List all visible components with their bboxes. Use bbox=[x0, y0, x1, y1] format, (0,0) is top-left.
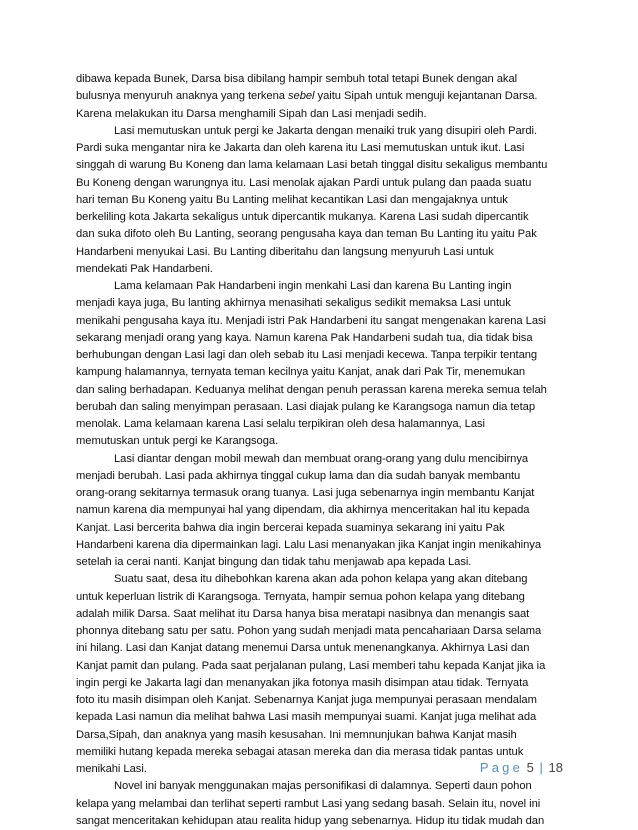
text-line: namun karena dia mempunyai hal yang dipendam, dia akhirnya menceritakan hal itu kepada bbox=[76, 504, 530, 517]
text-line: hari teman Bu Koneng yaitu Bu Lanting melihat kecantikan Lasi dan mengajaknya untuk bbox=[76, 193, 508, 206]
text-line: ini hilang. Lasi dan Kanjat datang menemui Darsa untuk menenangkanya. Akhirnya Lasi dan bbox=[76, 642, 530, 655]
text-line: dibawa kepada Bunek, Darsa bisa dibilang hampir sembuh total tetapi Bunek dengan akal bbox=[76, 73, 518, 85]
text-line: memiliki hutang kepada mereka sebagai atasan mereka dan dia merasa tidak pantas untuk bbox=[76, 745, 524, 758]
text-line: Bu Koneng dengan warungnya itu. Lasi menolak ajakan Pardi untuk pulang dan paada suatu bbox=[76, 176, 532, 189]
text-line: kepada Lasi namun dia melihat bahwa Lasi masih mempunyai suami. Kanjat juga melihat ada bbox=[76, 711, 537, 724]
text-line: untuk keperluan listrik di Karangsoga. Ternyata, hampir semua pohon kelapa yang ditebang bbox=[76, 590, 525, 603]
text-line: kelapa yang melambai dan terlihat seperti rambut Lasi yang sedang basah. Selain itu, novel ini bbox=[76, 797, 541, 810]
text-line: Handarbeni karena dia dipermainkan lagi. Lalu Lasi menanyakan jika Kanjat ingin menikahinya bbox=[76, 538, 541, 551]
text-line: Suatu saat, desa itu dihebohkan karena akan ada pohon kelapa yang akan ditebang bbox=[114, 573, 528, 586]
page-separator: | bbox=[539, 760, 543, 775]
text-line: Lasi diantar dengan mobil mewah dan membuat orang-orang yang dulu mencibirnya bbox=[114, 452, 529, 465]
text-line: Kanjat. Lasi bercerita bahwa dia ingin bercerai kepada suaminya sekarang ini yaitu Pak bbox=[76, 521, 505, 534]
text-line: Darsa,Sipah, dan anaknya yang masih kesusahan. Ini memnunjukan bahwa Kanjat masih bbox=[76, 728, 517, 741]
text-line: dan saling berhadapan. Keduanya melihat dengan penuh perassan karena mereka semua telah bbox=[76, 383, 547, 396]
text-line: menikahi Lasi. bbox=[76, 763, 147, 775]
text-line: Novel ini banyak menggunakan majas personifikasi di dalamnya. Seperti daun pohon bbox=[114, 780, 532, 793]
text-line: kampung halamannya, ternyata teman kecilnya yaitu Kanjat, anak dari Pak Tir, menemukan bbox=[76, 366, 526, 379]
page-footer bbox=[480, 760, 563, 775]
text-line: foto itu masih disimpan oleh Kanjat. Sebenarnya Kanjat juga mempunyai perasaan mendalam bbox=[76, 694, 537, 706]
text-line: dan suka difoto oleh Bu Lanting, seorang pengusaha kaya dan teman Bu Lanting itu yaitu Pak bbox=[76, 228, 537, 241]
text-line: Kanjat pamit dan pulang. Pada saat perjalanan pulang, Lasi memberi tahu kepada Kanjat jika ia bbox=[76, 659, 546, 672]
total-pages: 18 bbox=[548, 760, 563, 775]
text-line: Lasi memutuskan untuk pergi ke Jakarta dengan menaiki truk yang disupiri oleh Pardi. bbox=[114, 124, 538, 137]
text-line: menikahi pengusaha kaya itu. Menjadi istri Pak Handarbeni itu sangat mengenakan karena Lasi bbox=[76, 314, 546, 327]
page-number: 5 bbox=[526, 760, 534, 775]
text-line: bulusnya menyuruh anaknya yang terkena sebel yaitu Sipah untuk menguji kejantanan Darsa. bbox=[76, 90, 538, 103]
text-line: Karena melakukan itu Darsa menghamili Sipah dan Lasi menjadi sedih. bbox=[76, 107, 427, 120]
text-line: adalah milik Darsa. Saat melihat itu Darsa hanya bisa meratapi nasibnya dan menangis saat bbox=[76, 607, 530, 620]
text-line: mendekati Pak Handarbeni. bbox=[76, 262, 213, 275]
text-line: berkeliling kota Jakarta sekaligus untuk dipercantik mukanya. Karena Lasi sudah dipercantik bbox=[76, 211, 529, 223]
text-line: phonnya ditebang satu per satu. Pohon yang sudah menjadi mata pencahariaan Darsa selama bbox=[76, 625, 542, 637]
text-line: singgah di warung Bu Koneng dan lama kelamaan Lasi betah tinggal disitu sekaligus membantu bbox=[76, 159, 548, 172]
text-line: Pardi suka mengantar nira ke Jakarta dan oleh karena itu Lasi memutuskan untuk ikut. Lasi bbox=[76, 142, 525, 154]
text-line: berubah dan saling menyimpan perasaan. Lasi diajak pulang ke Karangsoga namun dia tetap bbox=[76, 400, 536, 413]
text-line: menjadi berubah. Lasi pada akhirnya tinggal cukup lama dan dia sudah banyak membantu bbox=[76, 469, 521, 482]
text-line: berhubungan dengan Lasi lagi dan oleh sebab itu Lasi menjadi kecewa. Tanpa terpikir tentang bbox=[76, 349, 538, 361]
text-line: sangat menceritakan kehidupan atau realita hidup yang sebenarnya. Hidup itu tidak mudah dan bbox=[76, 814, 545, 827]
text-line: Lama kelamaan Pak Handarbeni ingin menkahi Lasi dan karena Bu Lanting ingin bbox=[114, 280, 512, 292]
body-text bbox=[76, 71, 564, 830]
text-line: Handarbeni menyukai Lasi. Bu Lanting diberitahu dan langsung menyuruh Lasi untuk bbox=[76, 245, 494, 258]
page-label: Page bbox=[479, 760, 524, 775]
text-line: setelah ia cerai nanti. Kanjat bingung dan tidak tahu menjawab apa kepada Lasi. bbox=[76, 556, 472, 568]
text-line: menolak. Lama kelamaan karena Lasi selalu terpikiran oleh desa halamannya, Lasi bbox=[76, 418, 485, 430]
text-line: orang-orang sekitarnya termasuk orang tuanya. Lasi juga sebenarnya ingin membantu Kanjat bbox=[76, 487, 535, 499]
text-line: menjadi kaya juga, Bu lanting akhirnya menasihati sekaligus sedikit memaksa Lasi untuk bbox=[76, 297, 511, 310]
italic-word: sebel bbox=[288, 90, 315, 103]
text-line: sekarang menjadi orang yang kaya. Namun karena Pak Handarbeni sudah tua, dia tidak bisa bbox=[76, 331, 533, 344]
text-line: ingin pergi ke Jakarta lagi dan menanyakan jika fotonya masih disimpan atau tidak. Ternyata bbox=[76, 676, 529, 689]
text-line: memutuskan untuk pergi ke Karangsoga. bbox=[76, 435, 279, 448]
